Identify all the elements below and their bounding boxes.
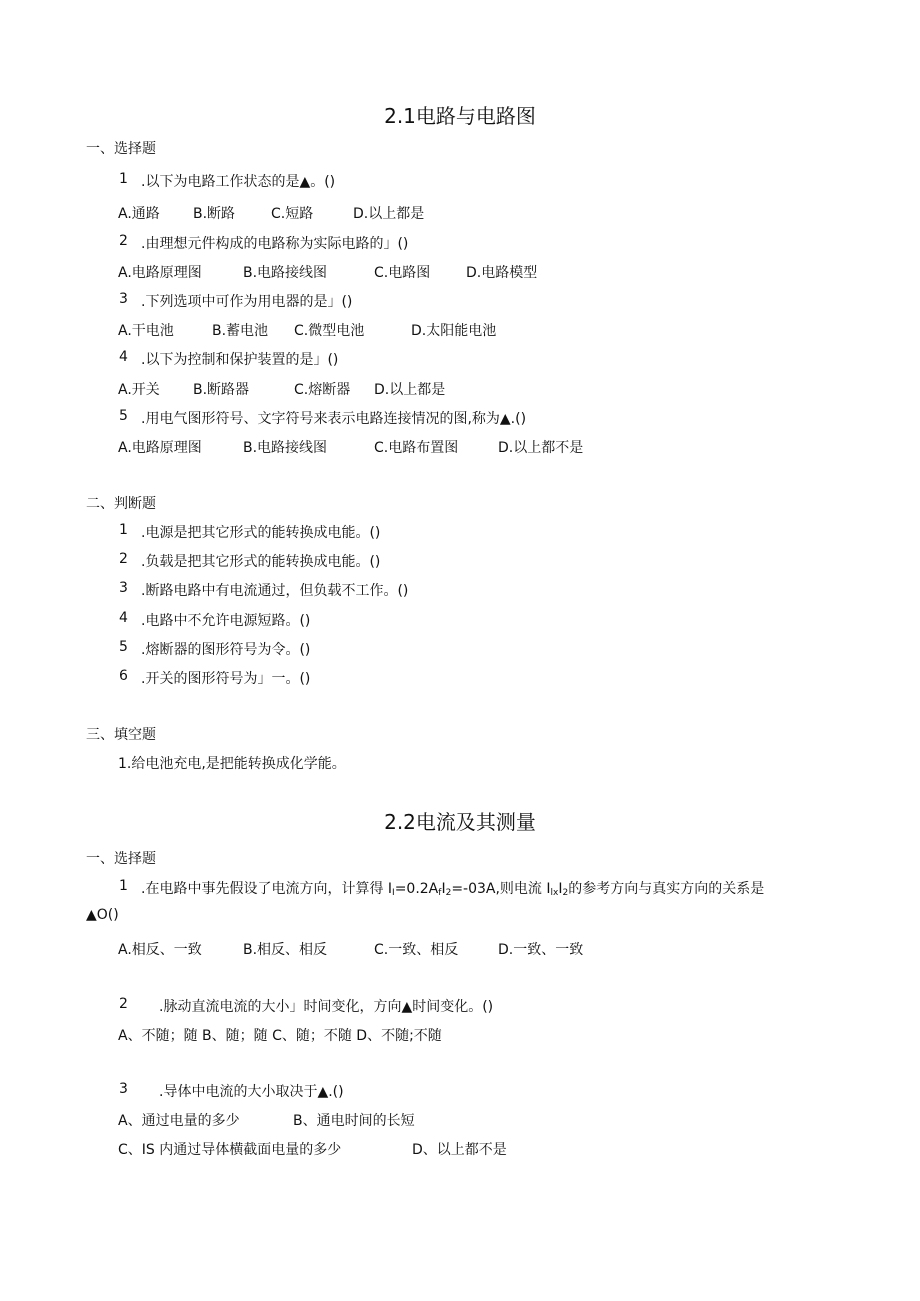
question-number: 1 xyxy=(119,878,128,894)
option-c: C.电路布置图 xyxy=(374,440,459,456)
question-number: 3 xyxy=(119,291,128,307)
subscript: lx xyxy=(550,888,559,898)
option-a: A.电路原理图 xyxy=(118,440,202,456)
item-number: 4 xyxy=(119,610,128,626)
option-a: A.通路 xyxy=(118,206,160,222)
item-number: 2 xyxy=(119,551,128,567)
option-b: B.电路接线图 xyxy=(243,265,328,281)
option-d: D.以上都不是 xyxy=(498,440,584,456)
question-number: 1 xyxy=(119,171,128,187)
section-title-2-2: 2.2电流及其测量 xyxy=(384,810,536,834)
heading-choice-2: 一、选择题 xyxy=(86,851,156,867)
option-a: A.电路原理图 xyxy=(118,265,202,281)
text-segment: =0.2A xyxy=(394,881,439,897)
item-text: .开关的图形符号为」一。() xyxy=(141,671,311,687)
option-b: B.电路接线图 xyxy=(243,440,328,456)
item-text: .电路中不允许电源短路。() xyxy=(141,613,311,629)
question-number: 3 xyxy=(119,1081,128,1097)
question-text: .脉动直流电流的大小」时间变化，方向▲时间变化。() xyxy=(159,999,494,1015)
subscript: I xyxy=(392,888,395,898)
question-number: 5 xyxy=(119,408,128,424)
option-a: A.开关 xyxy=(118,382,160,398)
option-c: C.短路 xyxy=(271,206,314,222)
item-number: 3 xyxy=(119,580,128,596)
heading-judgment: 二、判断题 xyxy=(86,496,156,512)
option-b: B.断路器 xyxy=(193,382,250,398)
item-number: 1 xyxy=(119,522,128,538)
question-text xyxy=(141,878,764,898)
question-number: 4 xyxy=(119,349,128,365)
question-text: .用电气图形符号、文字符号来表示电路连接情况的图,称为▲.() xyxy=(141,411,527,427)
item-text: .断路电路中有电流通过，但负载不工作。() xyxy=(141,583,409,599)
text-segment: .在电路中事先假设了电流方向，计算得 I xyxy=(141,881,393,897)
question-text: .下列选项中可作为用电器的是」() xyxy=(141,294,353,310)
question-text: .以下为控制和保护装置的是」() xyxy=(141,352,339,368)
option-c: C.电路图 xyxy=(374,265,431,281)
option-c: C.微型电池 xyxy=(294,323,365,339)
heading-choice-1: 一、选择题 xyxy=(86,141,156,157)
question-number: 2 xyxy=(119,996,128,1012)
question-text: .以下为电路工作状态的是▲。() xyxy=(141,174,336,190)
item-text: .电源是把其它形式的能转换成电能。() xyxy=(141,525,381,541)
text-segment: 的参考方向与真实方向的关系是 xyxy=(568,881,765,897)
option-c: C.一致、相反 xyxy=(374,942,459,958)
heading-fill-in: 三、填空题 xyxy=(86,727,156,743)
option-a: A、通过电量的多少 xyxy=(118,1113,240,1129)
text-segment: I xyxy=(441,881,446,897)
option-d: D.以上都是 xyxy=(353,206,425,222)
option-b: B.断路 xyxy=(193,206,236,222)
question-text-continued: ▲O() xyxy=(86,907,119,923)
option-c: C.熔断器 xyxy=(294,382,351,398)
text-segment: I xyxy=(558,881,563,897)
subscript: f xyxy=(438,888,442,898)
item-text: .熔断器的图形符号为令。() xyxy=(141,642,311,658)
item-number: 6 xyxy=(119,668,128,684)
option-b: B、通电时间的长短 xyxy=(293,1113,415,1129)
option-d: D.太阳能电池 xyxy=(411,323,497,339)
item-number: 5 xyxy=(119,639,128,655)
item-text: .负载是把其它形式的能转换成电能。() xyxy=(141,554,381,570)
question-text: .由理想元件构成的电路称为实际电路的」() xyxy=(141,236,409,252)
option-d: D.以上都是 xyxy=(374,382,446,398)
subscript: 2 xyxy=(445,888,452,898)
option-d: D、以上都不是 xyxy=(412,1142,507,1158)
question-text: .导体中电流的大小取决于▲.() xyxy=(159,1084,344,1100)
option-b: B.蓄电池 xyxy=(212,323,269,339)
question-number: 2 xyxy=(119,233,128,249)
option-a: A.干电池 xyxy=(118,323,174,339)
fill-item-text: 1.给电池充电,是把能转换成化学能。 xyxy=(118,756,346,772)
option-d: D.电路模型 xyxy=(466,265,538,281)
subscript: 2 xyxy=(562,888,569,898)
option-c: C、IS 内通过导体横截面电量的多少 xyxy=(118,1142,342,1158)
options-line: A、不随；随 B、随；随 C、随；不随 D、不随;不随 xyxy=(118,1028,442,1044)
section-title-2-1: 2.1电路与电路图 xyxy=(384,104,536,128)
option-a: A.相反、一致 xyxy=(118,942,202,958)
option-b: B.相反、相反 xyxy=(243,942,328,958)
option-d: D.一致、一致 xyxy=(498,942,584,958)
text-segment: =-03A,则电流 I xyxy=(451,881,551,897)
